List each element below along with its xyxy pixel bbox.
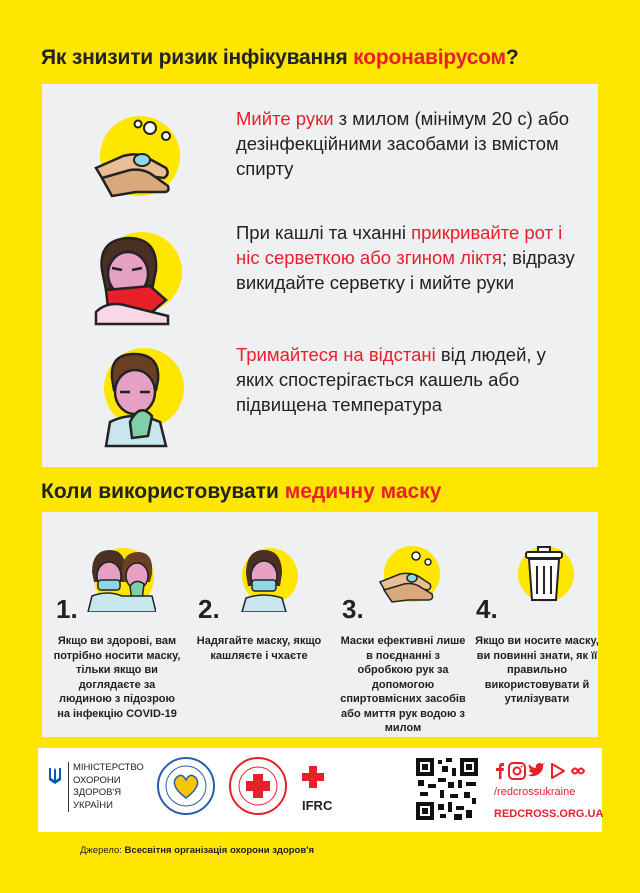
twitter-icon	[528, 763, 545, 776]
step-description: Якщо ви носите маску, ви повинні знати, як її правильно використовувати й утилізувати	[475, 635, 599, 705]
partner-footer	[38, 748, 602, 832]
ifrc-logo	[300, 762, 360, 822]
title-highlight: коронавірусом	[353, 46, 506, 69]
trident-icon	[48, 766, 62, 786]
step-number: 3.	[342, 594, 364, 624]
ifrc-label: IFRC	[302, 798, 333, 813]
step-number: 4.	[476, 594, 498, 624]
facebook-icon	[496, 763, 504, 779]
tip-keep-distance	[78, 342, 578, 452]
social-handle[interactable]: /redcrossukraine	[494, 786, 576, 798]
instagram-icon	[509, 763, 525, 779]
mask-step-1	[52, 542, 182, 732]
step-description: Якщо ви здорові, вам потрібно носити маску, тільки якщо ви доглядаєте за людиною з підозрою на інфекцію COVID-19	[53, 635, 181, 720]
ministry-name: МІНІСТЕРСТВО ОХОРОНИ ЗДОРОВ'Я УКРАЇНИ	[68, 762, 158, 812]
ministry-logo	[48, 762, 148, 822]
step-number: 1.	[56, 594, 78, 624]
hand-washing-icon	[78, 106, 188, 216]
tip-text: При кашлі та чханні прикривайте рот і ніс серветкою або згином ліктя; відразу викидайте серветку і мийте руки	[236, 222, 575, 293]
step-number: 2.	[198, 594, 220, 624]
mask-step-3	[338, 542, 468, 732]
masked-person-icon	[228, 542, 298, 612]
mask-section-title: Коли використовувати медичну маску	[41, 480, 442, 503]
tip-text: Тримайтеся на відстані від людей, у яких спостерігається кашель або підвищена температура	[236, 344, 546, 415]
source-note: Джерело: Всесвітня організація охорони здоров'я	[80, 845, 314, 856]
masked-people-icon	[86, 542, 156, 612]
trash-bin-icon	[506, 542, 576, 612]
cross-crescent-icon	[302, 764, 352, 792]
page-title: Як знизити ризик інфікування коронавірусом?	[41, 46, 519, 69]
mask-step-4	[472, 542, 602, 732]
mask-panel	[42, 512, 598, 737]
social-icons	[494, 762, 598, 780]
prevention-panel	[42, 84, 598, 467]
tip-cover-cough	[78, 220, 578, 330]
website-link[interactable]: REDCROSS.ORG.UA	[494, 808, 604, 820]
qr-code[interactable]	[414, 756, 480, 822]
mask-step-2	[194, 542, 324, 732]
infinity-icon	[572, 769, 584, 774]
tip-text: Мийте руки з милом (мінімум 20 с) або дезінфекційними засобами із вмістом спирту	[236, 108, 570, 179]
step-description: Надягайте маску, якщо кашляєте і чхаєте	[196, 635, 322, 662]
person-coughing-icon	[78, 220, 188, 330]
person-distance-icon	[78, 342, 188, 452]
tip-hand-washing	[78, 106, 578, 216]
step-description: Маски ефективні лише в поєднанні з обробкою рук за допомогою спиртовмісних засобів або миття рук водою з милом	[340, 635, 466, 734]
hand-washing-icon	[372, 542, 442, 612]
heart-emblem-logo	[156, 756, 216, 816]
red-cross-society-logo	[228, 756, 288, 816]
youtube-play-icon	[552, 764, 564, 778]
